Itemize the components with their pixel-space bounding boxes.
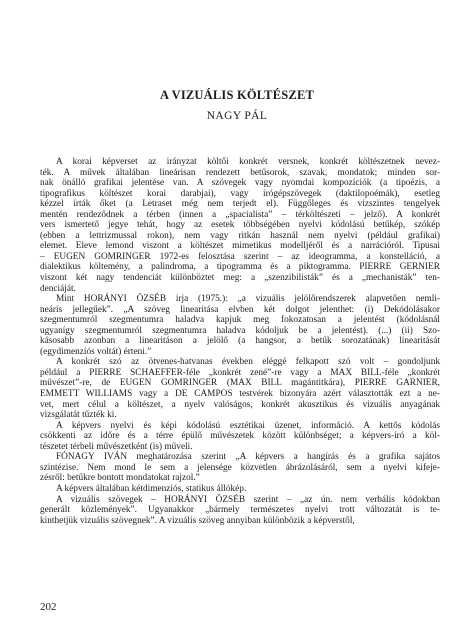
text-line: – EUGEN GOMRINGER 1972-es felosztása szerint – az ideogramma, a konstelláció, a bbox=[40, 251, 440, 262]
text-line: dialektikus költemény, a palindroma, a tipogramma és a piktogramma. PIERRE GERNIER bbox=[40, 262, 440, 273]
text-line: (egydimenziós voltát) érteni.” bbox=[40, 346, 152, 357]
text-line: zésről: betűkre bontott mondatokat rajzol.” bbox=[40, 473, 200, 484]
text-line: generált közlemények”. Ugyanakkor „bármely természetes nyelvi trott változatát is te- bbox=[40, 505, 440, 516]
paragraph bbox=[40, 294, 440, 357]
text-line: denciáját. bbox=[40, 283, 76, 294]
paragraph bbox=[40, 484, 440, 495]
text-line: kásosabb azonban a linearitáson a jelölő (a hangsor, a betűk sorozatának) linearitását bbox=[40, 336, 440, 347]
text-line: vers ismertető jegye tehát, hogy az esetek többségében nyelvi kódolású betűkép, szókép bbox=[40, 220, 440, 231]
paragraph bbox=[40, 495, 440, 527]
paragraph bbox=[40, 357, 440, 420]
page-number: 202 bbox=[40, 601, 57, 613]
text-line: kinthetjük vizuális szövegnek”. A vizuális szöveg annyiban különbözik a képverstől, bbox=[40, 515, 355, 526]
text-line: vet, mert célul a költészet, a nyelv valóságos, konkrét akusztikus és vizuális anyagának bbox=[40, 399, 440, 410]
text-line: A képvers általában kétdimenziós, statikus állókép. bbox=[56, 483, 247, 494]
text-line: csökkenti az időre és a térre épülő művészetek között különbséget; a képvers-író a köl- bbox=[40, 431, 440, 442]
text-line: nak önálló grafikai jelentése van. A szövegek vagy nyomdai kompozíciók (a tipoézis, a bbox=[40, 178, 440, 189]
text-line: szintézise. Nem mond le sem a jelensége közvetlen ábrázolásáról, sem a nyelvi kifeje- bbox=[40, 462, 440, 473]
chapter-title: A VIZUÁLIS KÖLTÉSZET bbox=[159, 88, 315, 102]
text-line: FÓNAGY IVÁN meghatározása szerint „A képvers a hangírás és a grafika sajátos bbox=[56, 452, 440, 463]
text-line: például a PIERRE SCHAEFFER-féle „konkrét zené”-re vagy a MAX BILL-féle „konkrét bbox=[40, 367, 440, 378]
text-line: tészetet térbeli művészetként (is) műveli. bbox=[40, 441, 193, 452]
text-line: A korai képverset az irányzat költői konkrét versnek, konkrét költészetnek nevez- bbox=[56, 157, 440, 167]
body-text bbox=[40, 157, 440, 526]
text-line: tipografikus költészet korai darabjai), vagy írógépszövegek (daktilopoémák), esetleg bbox=[40, 188, 440, 199]
text-line: A konkrét szó az ötvenes-hatvanas években eléggé felkapott szó volt – gondoljunk bbox=[56, 357, 440, 368]
text-line: elemet. Eleve lemond viszont a költészet mimetikus modelljéről és a narrációról. Tipusai bbox=[40, 241, 440, 252]
text-line: ték. A művek általában lineárisan rendezett betűsorok, szavak, mondatok; minden sor- bbox=[40, 167, 440, 178]
paragraph bbox=[40, 421, 440, 453]
text-line: művészet”-re, de EUGEN GOMRINGER (MAX BILL magántitkára), PIERRE GARNIER, bbox=[40, 378, 440, 389]
text-line: A vizuális szövegek – HORÁNYI ÖZSÉB szerint – „az ún. nem verbális kódokban bbox=[56, 494, 440, 505]
text-line: neáris jellegűek”. „A szöveg linearitása elvben két dolgot jelenthet: (i) Dekódolásakor bbox=[40, 304, 440, 315]
paragraph bbox=[40, 452, 440, 484]
text-line: A képvers nyelvi és képi kódolású esztétikai üzenet, információ. A kettős kódolás bbox=[56, 420, 440, 431]
text-line: EMMETT WILLIAMS vagy a DE CAMPOS testvérek bizonyára azért választották ezt a ne- bbox=[40, 389, 440, 400]
text-line: (ebben a lettrizmussal rokon), nem vagy ritkán használ nem nyelvi (például grafikai) bbox=[40, 230, 440, 241]
text-line: vizsgálatát tűzték ki. bbox=[40, 410, 117, 421]
text-line: szegmentumról szegmentumra haladva kapjuk meg fokozatosan a jelentést (kódolásnál bbox=[40, 315, 440, 326]
text-line: Mint HORÁNYI ÖZSÉB írja (1975.): „a vizuális jelölőrendszerek alapvetően nemli- bbox=[56, 294, 440, 305]
text-line: ugyanígy szegmentumról szegmentumra haladva kódoljuk be a jelentést). (...) (ii) Szo- bbox=[40, 325, 440, 336]
text-line: kézzel írták őket (a Letraset még nem terjedt el). Függőleges és vízszintes tengelyek bbox=[40, 199, 440, 210]
paragraph bbox=[40, 157, 440, 294]
text-line: mentén rendeződnek a térben (innen a „spacialista” – térköltészeti – jelző). A konkrét bbox=[40, 209, 440, 220]
chapter-author: NAGY PÁL bbox=[206, 110, 268, 122]
text-line: viszont két nagy tendenciát különböztet meg: a „szenzibilisták” és a „mechanisták” ten- bbox=[40, 273, 440, 284]
